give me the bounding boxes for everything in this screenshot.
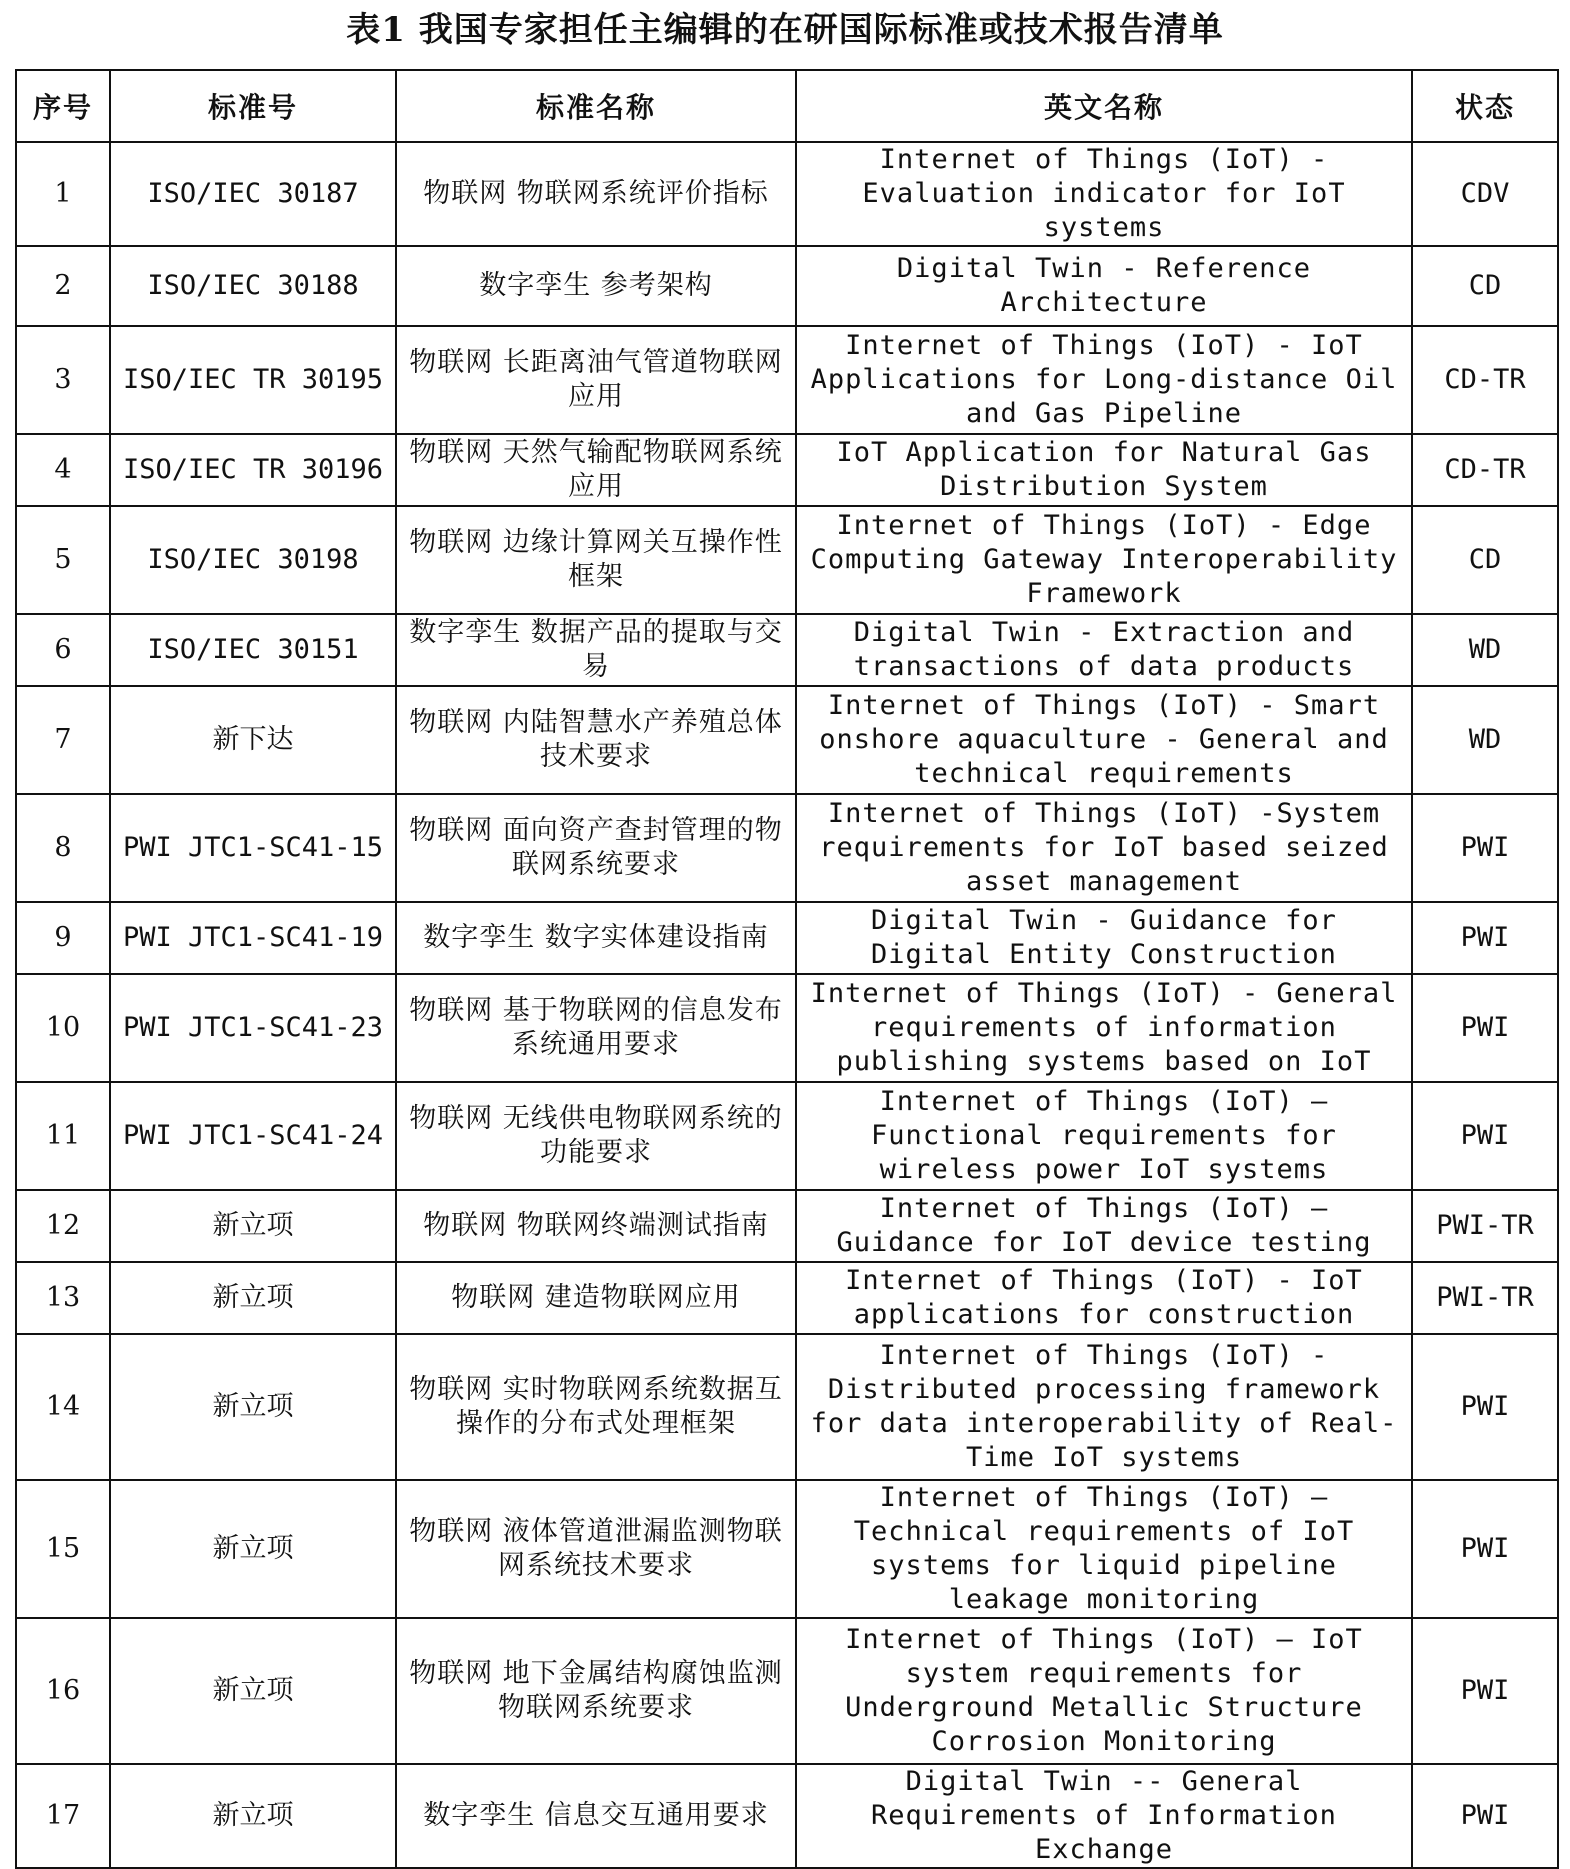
cell-name-en: Internet of Things (IoT) -System requirements for IoT based seized asset management	[796, 794, 1412, 902]
cell-name-cn: 数字孪生 数字实体建设指南	[396, 902, 796, 974]
cell-no: 16	[16, 1618, 110, 1764]
cell-no: 4	[16, 434, 110, 506]
cell-name-cn: 物联网 地下金属结构腐蚀监测物联网系统要求	[396, 1618, 796, 1764]
cell-name-en: Internet of Things (IoT) - IoT Applications for Long-distance Oil and Gas Pipeline	[796, 326, 1412, 434]
table-row	[16, 1764, 1558, 1868]
cell-standard-code: ISO/IEC 30198	[110, 506, 396, 614]
cell-standard-code: ISO/IEC 30187	[110, 142, 396, 246]
cell-name-cn: 物联网 无线供电物联网系统的功能要求	[396, 1082, 796, 1190]
cell-standard-code: ISO/IEC 30188	[110, 246, 396, 326]
cell-status: PWI	[1412, 794, 1558, 902]
cell-status: PWI	[1412, 1764, 1558, 1868]
cell-name-en: Internet of Things (IoT) - Distributed processing framework for data interoperability of Real-Time IoT systems	[796, 1334, 1412, 1480]
cell-name-en: Internet of Things (IoT) — Technical requirements of IoT systems for liquid pipeline leakage monitoring	[796, 1480, 1412, 1618]
cell-name-cn: 数字孪生 参考架构	[396, 246, 796, 326]
table-row	[16, 902, 1558, 974]
cell-no: 6	[16, 614, 110, 686]
cell-name-en: Internet of Things (IoT) - Smart onshore aquaculture - General and technical requirements	[796, 686, 1412, 794]
cell-status: PWI	[1412, 1618, 1558, 1764]
cell-no: 12	[16, 1190, 110, 1262]
cell-name-cn: 数字孪生 信息交互通用要求	[396, 1764, 796, 1868]
table-row	[16, 326, 1558, 434]
cell-status: WD	[1412, 686, 1558, 794]
cell-name-cn: 物联网 液体管道泄漏监测物联网系统技术要求	[396, 1480, 796, 1618]
cell-no: 2	[16, 246, 110, 326]
cell-status: CDV	[1412, 142, 1558, 246]
cell-standard-code: ISO/IEC TR 30196	[110, 434, 396, 506]
cell-standard-code: PWI JTC1-SC41-15	[110, 794, 396, 902]
cell-no: 1	[16, 142, 110, 246]
table-row	[16, 246, 1558, 326]
cell-status: WD	[1412, 614, 1558, 686]
cell-name-en: Internet of Things (IoT) — IoT system requirements for Underground Metallic Structure Corrosion Monitoring	[796, 1618, 1412, 1764]
table-row	[16, 1262, 1558, 1334]
cell-name-cn: 物联网 实时物联网系统数据互操作的分布式处理框架	[396, 1334, 796, 1480]
cell-name-cn: 物联网 建造物联网应用	[396, 1262, 796, 1334]
table-row	[16, 1618, 1558, 1764]
header-name-cn: 标准名称	[396, 70, 796, 142]
cell-status: PWI	[1412, 1082, 1558, 1190]
cell-standard-code: PWI JTC1-SC41-24	[110, 1082, 396, 1190]
cell-status: CD-TR	[1412, 326, 1558, 434]
cell-name-en: Internet of Things (IoT) - Edge Computing Gateway Interoperability Framework	[796, 506, 1412, 614]
cell-status: CD-TR	[1412, 434, 1558, 506]
table-row	[16, 142, 1558, 246]
cell-status: PWI	[1412, 974, 1558, 1082]
cell-no: 13	[16, 1262, 110, 1334]
cell-name-cn: 物联网 面向资产查封管理的物联网系统要求	[396, 794, 796, 902]
cell-name-cn: 物联网 长距离油气管道物联网应用	[396, 326, 796, 434]
cell-name-cn: 物联网 边缘计算网关互操作性框架	[396, 506, 796, 614]
table-row	[16, 794, 1558, 902]
cell-name-en: IoT Application for Natural Gas Distribution System	[796, 434, 1412, 506]
cell-name-cn: 物联网 内陆智慧水产养殖总体技术要求	[396, 686, 796, 794]
cell-name-en: Digital Twin - Guidance for Digital Entity Construction	[796, 902, 1412, 974]
cell-status: PWI	[1412, 902, 1558, 974]
table-row	[16, 1334, 1558, 1480]
table-row	[16, 614, 1558, 686]
cell-name-en: Digital Twin - Reference Architecture	[796, 246, 1412, 326]
cell-status: PWI-TR	[1412, 1190, 1558, 1262]
cell-no: 10	[16, 974, 110, 1082]
cell-name-cn: 物联网 物联网系统评价指标	[396, 142, 796, 246]
cell-standard-code: ISO/IEC TR 30195	[110, 326, 396, 434]
cell-name-en: Internet of Things (IoT) - General requirements of information publishing systems based on IoT	[796, 974, 1412, 1082]
header-status: 状态	[1412, 70, 1558, 142]
cell-status: PWI	[1412, 1334, 1558, 1480]
cell-name-cn: 物联网 基于物联网的信息发布系统通用要求	[396, 974, 796, 1082]
cell-name-en: Internet of Things (IoT) — Guidance for IoT device testing	[796, 1190, 1412, 1262]
cell-no: 7	[16, 686, 110, 794]
cell-no: 5	[16, 506, 110, 614]
cell-standard-code: 新立项	[110, 1262, 396, 1334]
table-row	[16, 506, 1558, 614]
header-row	[16, 70, 1558, 142]
cell-standard-code: ISO/IEC 30151	[110, 614, 396, 686]
table-row	[16, 434, 1558, 506]
cell-no: 8	[16, 794, 110, 902]
table-row	[16, 1480, 1558, 1618]
cell-name-cn: 物联网 物联网终端测试指南	[396, 1190, 796, 1262]
header-code: 标准号	[110, 70, 396, 142]
cell-name-en: Digital Twin - Extraction and transactions of data products	[796, 614, 1412, 686]
cell-no: 9	[16, 902, 110, 974]
cell-status: PWI-TR	[1412, 1262, 1558, 1334]
cell-standard-code: 新立项	[110, 1764, 396, 1868]
cell-name-cn: 物联网 天然气输配物联网系统应用	[396, 434, 796, 506]
cell-name-cn: 数字孪生 数据产品的提取与交易	[396, 614, 796, 686]
cell-standard-code: 新立项	[110, 1480, 396, 1618]
cell-standard-code: 新立项	[110, 1618, 396, 1764]
table-row	[16, 974, 1558, 1082]
cell-standard-code: 新立项	[110, 1334, 396, 1480]
cell-status: CD	[1412, 246, 1558, 326]
table-row	[16, 686, 1558, 794]
header-no: 序号	[16, 70, 110, 142]
table-caption: 表1 我国专家担任主编辑的在研国际标准或技术报告清单	[346, 10, 1224, 50]
cell-standard-code: 新下达	[110, 686, 396, 794]
cell-standard-code: PWI JTC1-SC41-23	[110, 974, 396, 1082]
cell-name-en: Digital Twin -- General Requirements of Information Exchange	[796, 1764, 1412, 1868]
cell-status: CD	[1412, 506, 1558, 614]
cell-no: 11	[16, 1082, 110, 1190]
cell-no: 14	[16, 1334, 110, 1480]
cell-name-en: Internet of Things (IoT) - IoT applications for construction	[796, 1262, 1412, 1334]
cell-standard-code: PWI JTC1-SC41-19	[110, 902, 396, 974]
standards-table	[15, 69, 1559, 1869]
cell-no: 3	[16, 326, 110, 434]
table-row	[16, 1190, 1558, 1262]
header-name-en: 英文名称	[796, 70, 1412, 142]
cell-no: 15	[16, 1480, 110, 1618]
cell-standard-code: 新立项	[110, 1190, 396, 1262]
cell-no: 17	[16, 1764, 110, 1868]
cell-name-en: Internet of Things (IoT) — Functional requirements for wireless power IoT systems	[796, 1082, 1412, 1190]
table-row	[16, 1082, 1558, 1190]
cell-name-en: Internet of Things (IoT) - Evaluation indicator for IoT systems	[796, 142, 1412, 246]
table-body	[16, 142, 1558, 1868]
cell-status: PWI	[1412, 1480, 1558, 1618]
